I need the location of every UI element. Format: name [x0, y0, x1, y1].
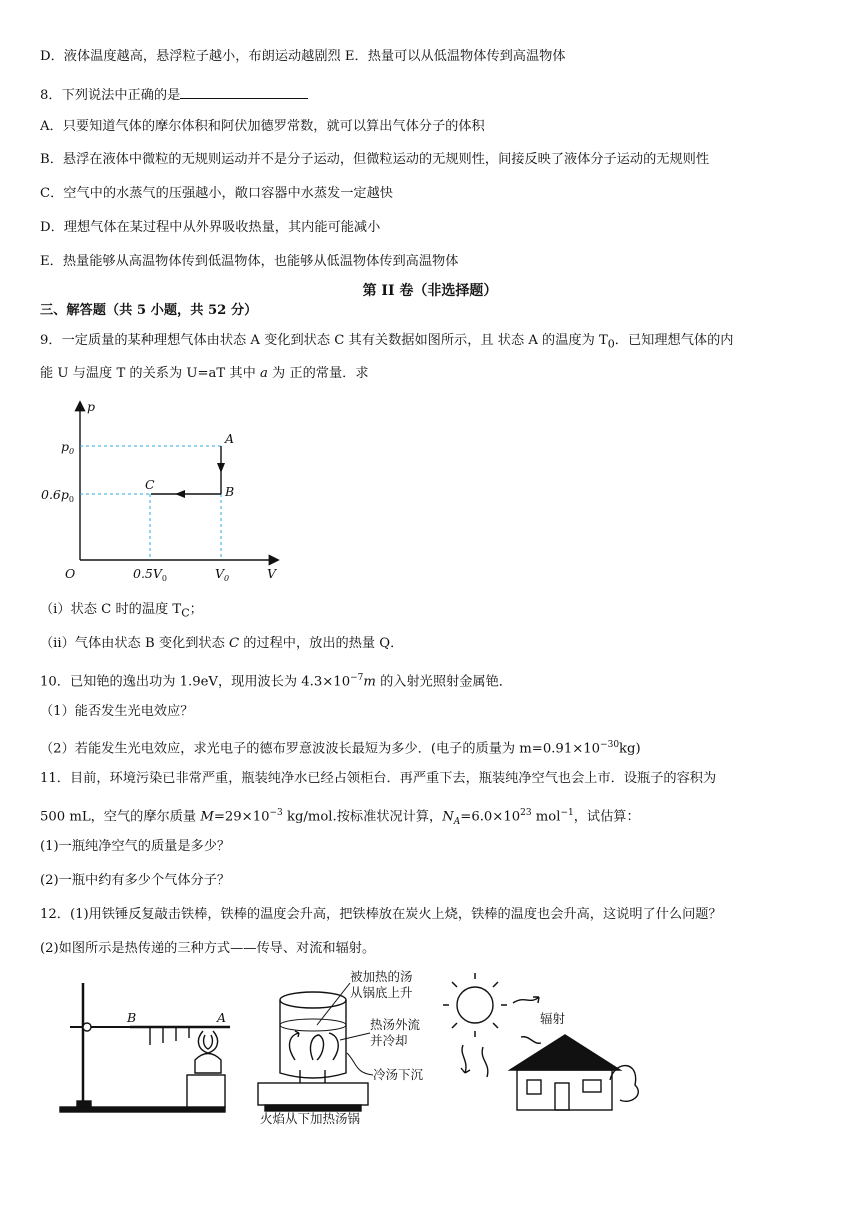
q11-italic-n: N: [442, 809, 454, 825]
q11-text-1: 500 mL，空气的摩尔质量: [40, 809, 201, 825]
pv-graph: [41, 395, 295, 590]
arrow-b-to-c: [175, 490, 185, 498]
cold-sink-label: 冷汤下沉: [373, 1067, 424, 1082]
q10-stem: [40, 668, 512, 692]
point-c-label: C: [145, 477, 155, 492]
q10-text-2: 的入射光照射金属铯．: [375, 674, 512, 690]
v05-label: $0.5V_0$: [133, 566, 167, 583]
q11-text-3: kg/mol.按标准状况计算，: [282, 809, 443, 825]
point-a-label: A: [225, 431, 235, 446]
rod-label-a: A: [217, 1010, 227, 1025]
radiation-label: 辐射: [540, 1011, 566, 1026]
rod-label-b: B: [127, 1010, 137, 1025]
q11-sup-1: −3: [269, 808, 283, 818]
q9i-sub: C: [181, 606, 190, 620]
q10-sup: −7: [350, 673, 364, 683]
q9ii-text-1: （ii）气体由状态 B 变化到状态: [40, 636, 229, 651]
v-axis-label: V: [267, 566, 277, 581]
q7-option-d-e: D．液体温度越高，悬浮粒子越小，布朗运动越剧烈 E．热量可以从低温物体传到高温物体: [40, 49, 566, 64]
heat-transfer-figure: [55, 965, 645, 1130]
q11-sup-3: −1: [560, 808, 574, 818]
q9-stem-line2: [40, 364, 369, 384]
origin-label: O: [65, 566, 76, 581]
q9-part-i: [40, 600, 203, 624]
hot-out-line1: 热汤外流: [370, 1017, 421, 1032]
q10b-sup: −30: [600, 740, 620, 750]
q11-text-6: ，试估算：: [573, 809, 640, 825]
q9-text-2: ．已知理想气体的内: [614, 333, 734, 348]
q11-sup-2: 23: [520, 808, 532, 818]
q11-stem-line2: [40, 803, 640, 832]
q8-option-d: D．理想气体在某过程中从外界吸收热量，其内能可能减小: [40, 220, 381, 235]
q11-text-2: =29×10: [213, 809, 270, 825]
q8-option-a: A．只要知道气体的摩尔体积和阿伏加德罗常数，就可以算出气体分子的体积: [40, 119, 485, 134]
q8-option-e: E．热量能够从高温物体传到低温物体，也能够从低温物体传到高温物体: [40, 254, 459, 269]
q10-part-2: [40, 735, 641, 759]
q8-option-c: C．空气中的水蒸气的压强越小，敞口容器中水蒸发一定越快: [40, 186, 393, 201]
q9-text-3: 能 U 与温度 T 的关系为 U=aT 其中: [40, 366, 260, 381]
q11-part-1: (1)一瓶纯净空气的质量是多少？: [40, 839, 231, 854]
q9i-text-2: ；: [189, 602, 203, 617]
q10-part-1: （1）能否发生光电效应？: [40, 704, 194, 719]
q10b-text-2: kg): [619, 741, 641, 757]
q8-option-b: B．悬浮在液体中微粒的无规则运动并不是分子运动，但微粒运动的无规则性，间接反映了液体分子运动的无规则性: [40, 152, 710, 167]
q11-italic-m: M: [200, 809, 214, 825]
part-two-heading: 第 II 卷（非选择题）: [362, 283, 498, 299]
q9i-text-1: （i）状态 C 时的温度 T: [40, 602, 182, 617]
q9-text-4: 为 正的常量．求: [267, 366, 369, 381]
p0-label: $p_0$: [61, 439, 75, 456]
p-axis-label: p: [87, 399, 96, 414]
convection-pot: [258, 983, 373, 1111]
q9-italic-a: a: [259, 366, 268, 381]
q8-stem-text: 8．下列说法中正确的是: [40, 88, 181, 103]
point-b-label: B: [225, 484, 235, 499]
q12-part-2: (2)如图所示是热传递的三种方式——传导、对流和辐射。: [40, 941, 376, 956]
q9ii-italic-c: C: [228, 636, 240, 651]
q8-stem: [40, 85, 308, 106]
conduction-apparatus: [60, 983, 230, 1112]
radiation-scene: [443, 973, 638, 1110]
q9-text-1: 9．一定质量的某种理想气体由状态 A 变化到状态 C 其有关数据如图所示，且 状态 A 的温度为 T: [40, 333, 608, 348]
flame-label: 火焰从下加热汤锅: [260, 1111, 361, 1126]
hot-out-line2: 并冷却: [370, 1033, 408, 1048]
q11-part-2: (2)一瓶中约有多少个气体分子？: [40, 873, 231, 888]
soup-rise-line1: 被加热的汤: [350, 969, 413, 984]
q10b-text-1: （2）若能发生光电效应，求光电子的德布罗意波波长最短为多少．(电子的质量为 m=0.91×10: [40, 741, 601, 757]
q12-part-1: 12．(1)用铁锤反复敲击铁棒，铁棒的温度会升高，把铁棒放在炭火上烧，铁棒的温度也会升高，这说明了什么问题？: [40, 907, 722, 922]
q10-text-1: 10．已知铯的逸出功为 1.9eV，现用波长为 4.3×10: [40, 674, 351, 690]
q10-unit-m: m: [363, 674, 376, 690]
section-three-heading: 三、解答题（共 5 小题，共 52 分）: [40, 303, 258, 318]
q9-part-ii: [40, 634, 403, 654]
q11-text-5: mol: [531, 809, 561, 825]
soup-rise-line2: 从锅底上升: [350, 985, 413, 1000]
q9-sub-0: 0: [607, 337, 615, 351]
q9ii-text-2: 的过程中，放出的热量 Q．: [239, 636, 404, 651]
answer-blank: [180, 85, 308, 99]
q9-stem-line1: [40, 331, 733, 355]
dashed-guides: [80, 446, 221, 560]
q11-stem-line1: 11．目前，环境污染已非常严重，瓶装纯净水已经占领柜台．再严重下去，瓶装纯净空气也会上市．设瓶子的容积为: [40, 771, 717, 786]
arrow-a-to-b: [217, 463, 225, 473]
q11-sub-a: A: [453, 817, 461, 828]
v0-label: $V_0$: [215, 566, 230, 583]
q11-text-4: =6.0×10: [460, 809, 521, 825]
p06-label: $0.6p_0$: [41, 487, 74, 504]
